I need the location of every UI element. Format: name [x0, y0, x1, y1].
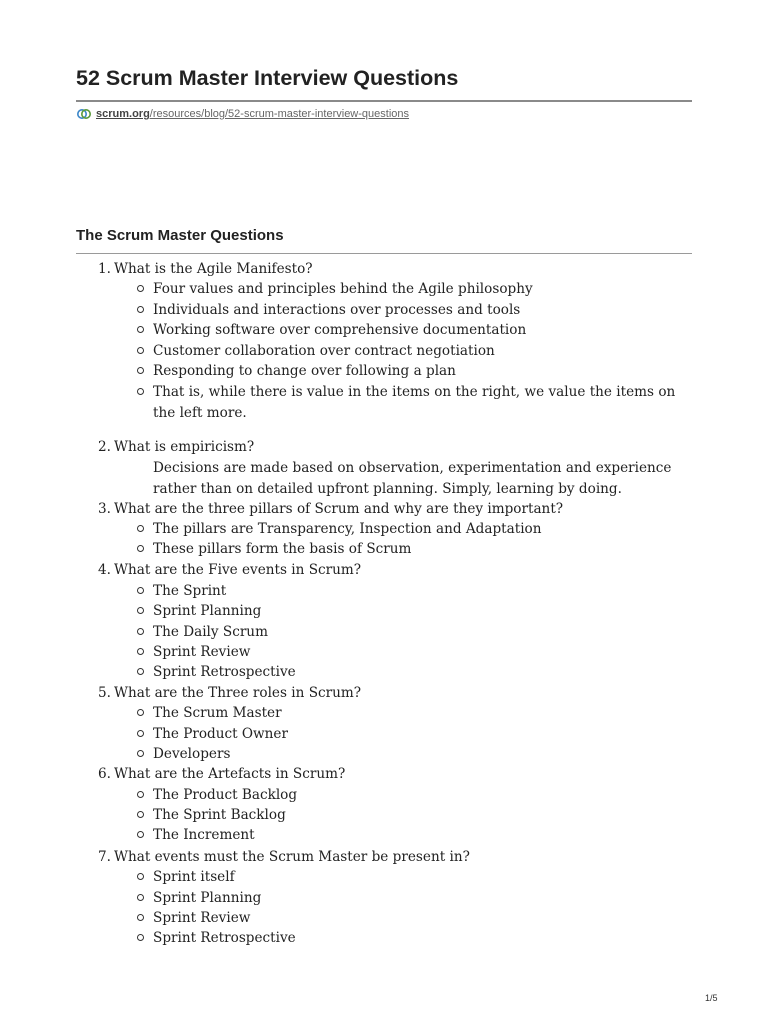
source-link[interactable] [76, 106, 409, 122]
bullet-icon [137, 607, 144, 614]
bullet-icon [137, 709, 144, 716]
question-text: What events must the Scrum Master be present in? [114, 849, 470, 865]
answer-text: Decisions are made based on observation, experimentation and experience rather than on detailed upfront planning. Simply, learning by doing. [153, 460, 672, 497]
bullet-icon [137, 628, 144, 635]
bullet-icon [137, 545, 144, 552]
question-number: 6. [98, 766, 111, 782]
question-text: What are the three pillars of Scrum and why are they important? [114, 501, 564, 517]
bullet-icon [137, 648, 144, 655]
list-item: The Sprint Backlog [153, 807, 286, 823]
list-item: The Product Backlog [153, 787, 298, 803]
bullet-icon [137, 750, 144, 757]
list-item: Sprint Retrospective [153, 930, 296, 946]
bullet-icon [137, 831, 144, 838]
question-text: What are the Artefacts in Scrum? [114, 766, 346, 782]
question-number: 5. [98, 685, 111, 701]
question-item [98, 764, 345, 785]
list-item: Working software over comprehensive documentation [153, 322, 527, 338]
link-path[interactable]: /resources/blog/52-scrum-master-interview-questions [149, 108, 410, 120]
bullet-icon [137, 388, 144, 395]
bullet-icon [137, 525, 144, 532]
bullet-icon [137, 587, 144, 594]
page-title: 52 Scrum Master Interview Questions [76, 66, 459, 90]
page-number: 1/5 [705, 993, 718, 1003]
question-item [98, 259, 313, 280]
bullet-icon [137, 914, 144, 921]
bullet-icon [137, 894, 144, 901]
list-item: The Increment [153, 827, 255, 843]
bullet-icon [137, 934, 144, 941]
question-number: 1. [98, 261, 111, 277]
question-text: What is empiricism? [114, 439, 255, 455]
list-item: Sprint itself [153, 869, 235, 885]
bullet-icon [137, 668, 144, 675]
list-item: That is, while there is value in the items on the right, we value the items on the left more. [153, 384, 676, 421]
question-text: What are the Five events in Scrum? [114, 562, 362, 578]
link-chain-icon [76, 107, 92, 121]
list-item: Sprint Review [153, 910, 251, 926]
section-divider [76, 253, 692, 254]
list-item: The pillars are Transparency, Inspection and Adaptation [153, 521, 542, 537]
list-item: Sprint Review [153, 644, 251, 660]
question-item [98, 437, 254, 458]
bullet-icon [137, 873, 144, 880]
question-item [98, 499, 563, 520]
bullet-icon [137, 347, 144, 354]
list-item: Customer collaboration over contract negotiation [153, 343, 495, 359]
bullet-icon [137, 811, 144, 818]
question-item [98, 683, 361, 704]
bullet-icon [137, 730, 144, 737]
bullet-icon [137, 367, 144, 374]
question-number: 4. [98, 562, 111, 578]
list-item: Four values and principles behind the Agile philosophy [153, 281, 533, 297]
list-item: The Product Owner [153, 726, 288, 742]
link-domain[interactable]: scrum.org [96, 108, 150, 120]
bullet-icon [137, 285, 144, 292]
list-item: The Daily Scrum [153, 624, 268, 640]
list-item: Responding to change over following a plan [153, 363, 456, 379]
list-item: These pillars form the basis of Scrum [153, 541, 412, 557]
list-item: Sprint Planning [153, 890, 262, 906]
question-number: 2. [98, 439, 111, 455]
list-item: The Scrum Master [153, 705, 282, 721]
question-number: 3. [98, 501, 111, 517]
question-number: 7. [98, 849, 111, 865]
bullet-icon [137, 306, 144, 313]
list-item: The Sprint [153, 583, 227, 599]
question-item [98, 847, 470, 868]
list-item: Sprint Planning [153, 603, 262, 619]
list-item: Developers [153, 746, 231, 762]
bullet-icon [137, 791, 144, 798]
title-divider [76, 100, 692, 102]
question-text: What is the Agile Manifesto? [114, 261, 313, 277]
list-item: Sprint Retrospective [153, 664, 296, 680]
question-item [98, 560, 361, 581]
section-heading: The Scrum Master Questions [76, 227, 284, 244]
list-item: Individuals and interactions over processes and tools [153, 302, 521, 318]
bullet-icon [137, 326, 144, 333]
question-text: What are the Three roles in Scrum? [114, 685, 362, 701]
